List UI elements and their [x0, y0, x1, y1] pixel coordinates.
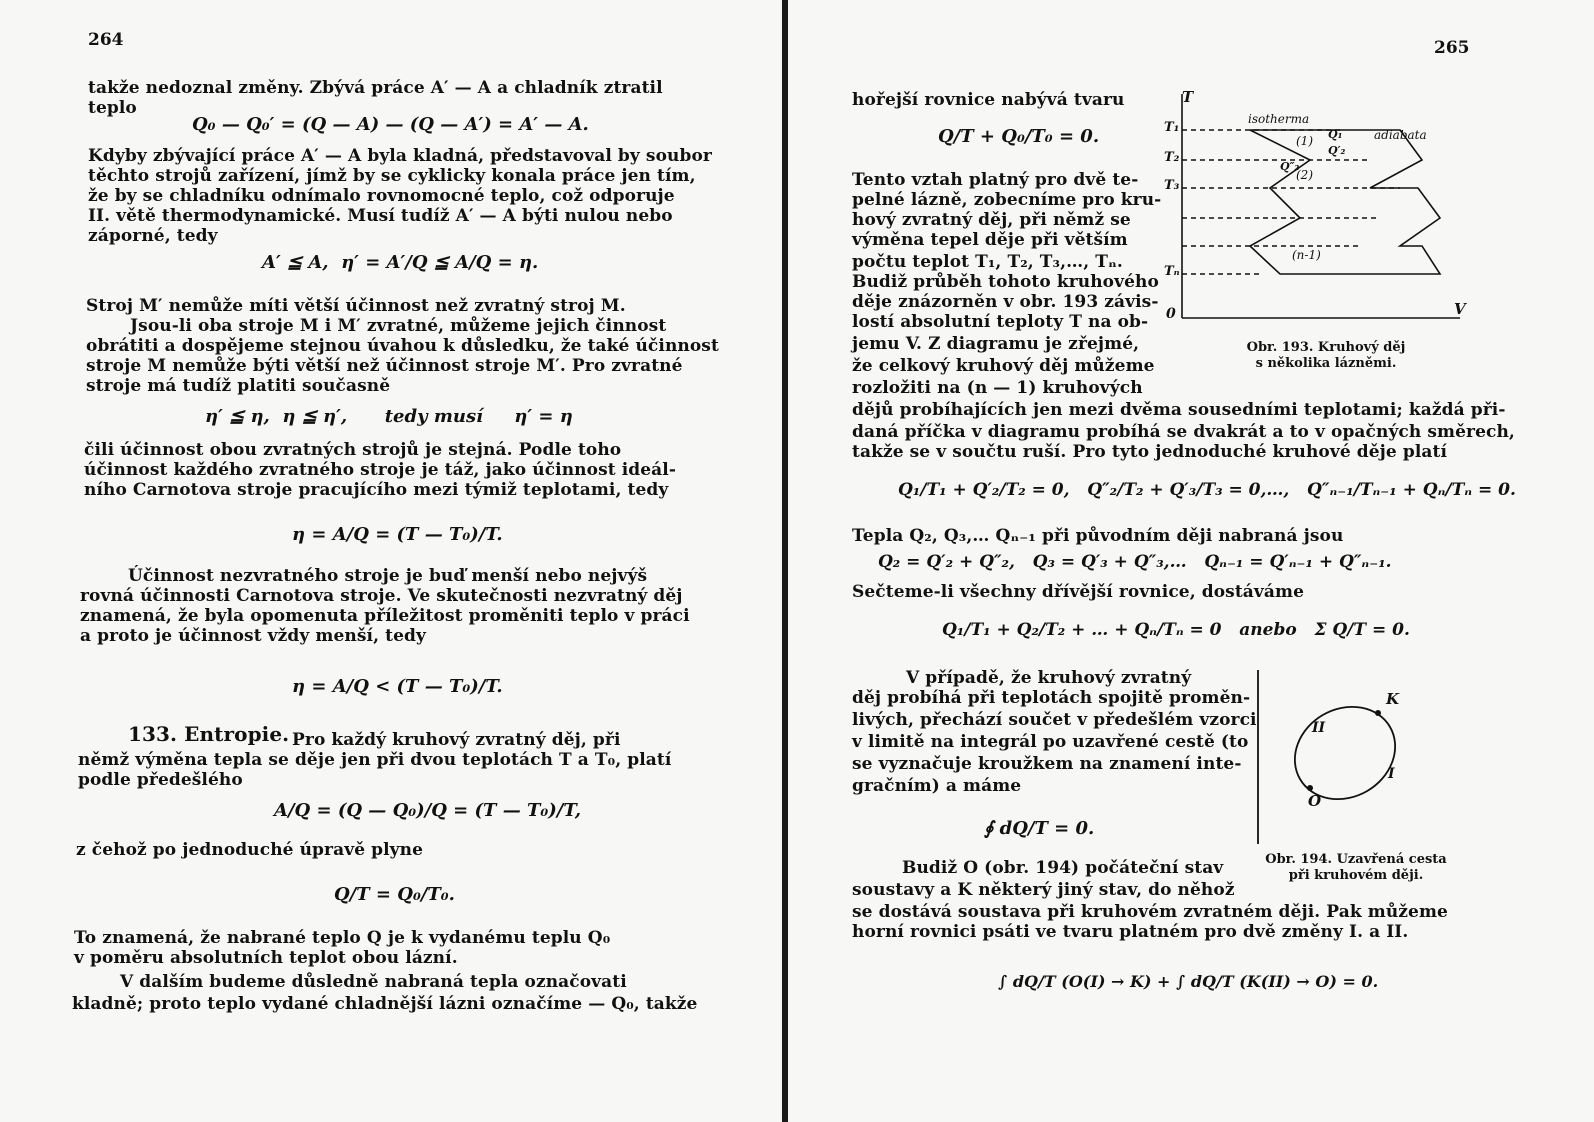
text-line: horní rovnici psáti ve tvaru platném pro dvě změny I. a II.	[852, 922, 1409, 942]
text-line: se vyznačuje kroužkem na znamení inte-	[852, 754, 1242, 774]
text-line: výměna tepel děje při větším	[852, 230, 1128, 250]
text-line: v limitě na integrál po uzavřené cestě (to	[852, 732, 1249, 752]
figure-194-caption: Obr. 194. Uzavřená cesta při kruhovém ději.	[1265, 852, 1447, 883]
text-line: záporné, tedy	[88, 226, 218, 246]
text-line: V případě, že kruhový zvratný	[906, 668, 1192, 688]
equation: A/Q = (Q — Q₀)/Q = (T — T₀)/T,	[274, 800, 582, 821]
text-line: stroje má tudíž platiti současně	[86, 376, 391, 396]
text-line: Budiž O (obr. 194) počáteční stav	[902, 858, 1224, 878]
text-line: a proto je účinnost vždy menší, tedy	[80, 626, 426, 646]
equation: Q₀ — Q₀′ = (Q — A) — (Q — A′) = A′ — A.	[192, 114, 589, 135]
text-line: lostí absolutní teploty T na ob-	[852, 312, 1149, 332]
text-line: rozložiti na (n — 1) kruhových	[852, 378, 1143, 398]
fig193-label: 0	[1166, 306, 1176, 322]
text-line: rovná účinnosti Carnotova stroje. Ve skutečnosti nezvratný děj	[80, 586, 683, 606]
text-line: Tepla Q₂, Q₃,… Qₙ₋₁ při původním ději nabraná jsou	[852, 526, 1344, 546]
fig194-label: II	[1312, 720, 1326, 736]
fig193-label: (n-1)	[1292, 248, 1321, 262]
equation: Q/T + Q₀/T₀ = 0.	[938, 126, 1100, 147]
figure-193-diagram	[1160, 88, 1470, 328]
fig194-label: I	[1388, 766, 1395, 782]
fig193-label: adiabata	[1374, 128, 1427, 142]
text-line: hořejší rovnice nabývá tvaru	[852, 90, 1125, 110]
text-line: II. větě thermodynamické. Musí tudíž A′ — A býti nulou nebo	[88, 206, 673, 226]
text-line: teplo	[88, 98, 137, 118]
text-line: Kdyby zbývající práce A′ — A byla kladná, představoval by soubor	[88, 146, 712, 166]
fig193-label: Q″₂	[1280, 160, 1300, 173]
text-line: Budiž průběh tohoto kruhového	[852, 272, 1159, 292]
text-line: To znamená, že nabrané teplo Q je k vydanému teplu Q₀	[74, 928, 611, 948]
equation: Q₂ = Q′₂ + Q″₂, Q₃ = Q′₃ + Q″₃,… Qₙ₋₁ = Q′ₙ₋₁ + Q″ₙ₋₁.	[878, 552, 1392, 572]
equation: η = A/Q < (T — T₀)/T.	[292, 676, 503, 697]
page-number: 265	[1434, 38, 1470, 58]
equation: A′ ≦ A, η′ = A′/Q ≦ A/Q = η.	[262, 252, 539, 273]
text-line: těchto strojů zařízení, jímž by se cyklicky konala práce jen tím,	[88, 166, 696, 186]
text-line: Sečteme-li všechny dřívější rovnice, dostáváme	[852, 582, 1304, 602]
right-page	[788, 0, 1594, 1122]
text-line: že by se chladníku odnímalo rovnomocné teplo, což odporuje	[88, 186, 675, 206]
equation: ∮ dQ/T = 0.	[984, 818, 1095, 839]
text-line: daná příčka v diagramu probíhá se dvakrát a to v opačných směrech,	[852, 422, 1515, 442]
equation: ∫ dQ/T (O(I) → K) + ∫ dQ/T (K(II) → O) = 0.	[998, 972, 1379, 991]
text-line: soustavy a K některý jiný stav, do něhož	[852, 880, 1235, 900]
fig193-label: (1)	[1296, 134, 1313, 148]
fig194-label: O	[1308, 792, 1322, 810]
fig193-label: Q′₂	[1328, 144, 1346, 157]
left-page	[0, 0, 782, 1122]
figure-194-diagram	[1250, 668, 1440, 848]
text-line: obrátiti a dospějeme stejnou úvahou k důsledku, že také účinnost	[86, 336, 719, 356]
text-line: podle předešlého	[78, 770, 243, 790]
text-line: Tento vztah platný pro dvě te-	[852, 170, 1139, 190]
text-line: čili účinnost obou zvratných strojů je stejná. Podle toho	[84, 440, 622, 460]
fig193-label: T₃	[1164, 178, 1180, 193]
figure-193-caption: Obr. 193. Kruhový děj s několika lázněmi.	[1246, 340, 1406, 371]
text-line: dějů probíhajících jen mezi dvěma sousedními teplotami; každá při-	[852, 400, 1506, 420]
fig193-label: isotherma	[1248, 112, 1310, 126]
equation: Q₁/T₁ + Q′₂/T₂ = 0, Q″₂/T₂ + Q′₃/T₃ = 0,…, Q″ₙ₋₁/Tₙ₋₁ + Qₙ/Tₙ = 0.	[898, 480, 1516, 500]
text-line: V dalším budeme důsledně nabraná tepla označovati	[120, 972, 627, 992]
fig193-label: T	[1182, 88, 1194, 106]
fig194-label: K	[1386, 690, 1400, 708]
text-line: že celkový kruhový děj můžeme	[852, 356, 1155, 376]
text-line: gračním) a máme	[852, 776, 1022, 796]
text-line: stroje M nemůže býti větší než účinnost stroje M′. Pro zvratné	[86, 356, 683, 376]
text-line: hový zvratný děj, při němž se	[852, 210, 1131, 230]
text-line: Pro každý kruhový zvratný děj, při	[292, 730, 621, 750]
text-line: kladně; proto teplo vydané chladnější lázni označíme — Q₀, takže	[72, 994, 698, 1014]
fig193-label: Tₙ	[1164, 264, 1180, 279]
fig193-label: (2)	[1296, 168, 1313, 182]
text-line: takže nedoznal změny. Zbývá práce A′ — A a chladník ztratil	[88, 78, 663, 98]
fig193-label: T₂	[1164, 150, 1180, 165]
page-number: 264	[88, 30, 124, 50]
text-line: Stroj M′ nemůže míti větší účinnost než zvratný stroj M.	[86, 296, 626, 316]
text-line: účinnost každého zvratného stroje je táž, jako účinnost ideál-	[84, 460, 676, 480]
section-heading: 133. Entropie.	[128, 722, 290, 746]
text-line: Účinnost nezvratného stroje je buď menší nebo nejvýš	[128, 566, 648, 586]
equation: Q/T = Q₀/T₀.	[334, 884, 455, 905]
text-line: takže se v součtu ruší. Pro tyto jednoduché kruhové děje platí	[852, 442, 1448, 462]
text-line: děje znázorněn v obr. 193 závis-	[852, 292, 1159, 312]
text-line: děj probíhá při teplotách spojitě proměn-	[852, 688, 1251, 708]
equation: Q₁/T₁ + Q₂/T₂ + … + Qₙ/Tₙ = 0 anebo Σ Q/T = 0.	[942, 620, 1410, 640]
equation: η = A/Q = (T — T₀)/T.	[292, 524, 503, 545]
text-line: z čehož po jednoduché úpravě plyne	[76, 840, 424, 860]
text-line: Jsou-li oba stroje M i M′ zvratné, můžeme jejich činnost	[130, 316, 667, 336]
text-line: němž výměna tepla se děje jen při dvou teplotách T a T₀, platí	[78, 750, 672, 770]
text-line: se dostává soustava při kruhovém zvratném ději. Pak můžeme	[852, 902, 1448, 922]
fig193-label: T₁	[1164, 120, 1180, 135]
text-line: počtu teplot T₁, T₂, T₃,…, Tₙ.	[852, 252, 1123, 272]
fig193-label: Q₁	[1328, 128, 1343, 141]
text-line: znamená, že byla opomenuta příležitost proměniti teplo v práci	[80, 606, 690, 626]
text-line: pelné lázně, zobecníme pro kru-	[852, 190, 1162, 210]
equation: η′ ≦ η, η ≦ η′, tedy musí η′ = η	[205, 406, 573, 427]
text-line: v poměru absolutních teplot obou lázní.	[74, 948, 458, 968]
text-line: ního Carnotova stroje pracujícího mezi týmiž teplotami, tedy	[84, 480, 669, 500]
text-line: jemu V. Z diagramu je zřejmé,	[852, 334, 1140, 354]
fig193-label: V	[1454, 300, 1466, 318]
text-line: livých, přechází součet v předešlém vzorci	[852, 710, 1257, 730]
